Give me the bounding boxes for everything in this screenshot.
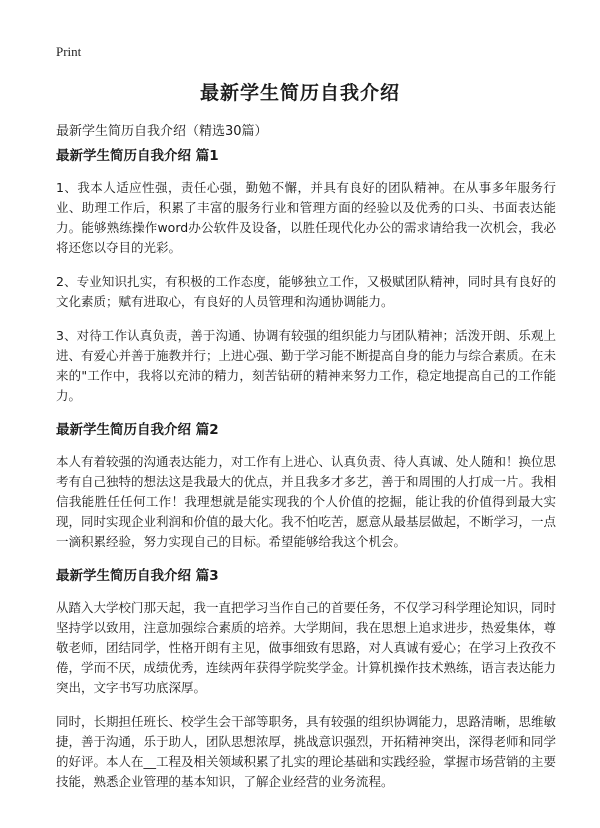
paragraph: 1、我本人适应性强，责任心强，勤勉不懈，并具有良好的团队精神。在从事多年服务行业、助理工作后，积累了丰富的服务行业和管理方面的经验以及优秀的口头、书面表达能力。能够熟练操作word办公软件及设备，以胜任现代化办公的需求请给我一次机会，我必将还您以夺目的光彩。 <box>56 180 556 255</box>
print-link[interactable]: Print <box>56 44 82 59</box>
section-heading: 最新学生简历自我介绍 篇3 <box>56 568 219 584</box>
paragraph: 同时，长期担任班长、校学生会干部等职务，具有较强的组织协调能力，思路清晰，思维敏捷，善于沟通，乐于助人，团队思想浓厚，挑战意识强烈，开拓精神突出，深得老师和同学的好评。本人在__工程及相关领域积累了扎实的理论基础和实践经验，掌握市场营销的主要技能，熟悉企业管理的基本知识，了解企业经营的业务流程。 <box>56 714 557 789</box>
paragraph: 本人有着较强的沟通表达能力，对工作有上进心、认真负责、待人真诚、处人随和！换位思考有自己独特的想法这是我最大的优点，并且我多才多艺，善于和周围的人打成一片。我相信我能胜任任何工作！我理想就是能实现我的个人价值的挖掘，能让我的价值得到最大实现，同时实现企业利润和价值的最大化。我不怕吃苦，愿意从最基层做起，不断学习，一点一滴积累经验，努力实现自己的目标。希望能够给我这个机会。 <box>56 454 557 549</box>
paragraph: 3、对待工作认真负责，善于沟通、协调有较强的组织能力与团队精神；活泼开朗、乐观上进、有爱心并善于施教并行；上进心强、勤于学习能不断提高自身的能力与综合素质。在未来的"工作中，我将以充沛的精力，刻苦钻研的精神来努力工作，稳定地提高自己的工作能力。 <box>56 328 557 403</box>
section-3 <box>56 566 556 792</box>
paragraph: 从踏入大学校门那天起，我一直把学习当作自己的首要任务，不仅学习科学理论知识，同时坚持学以致用，注意加强综合素质的培养。大学期间，我在思想上追求进步，热爱集体，尊敬老师，团结同学，性格开朗有主见，做事细致有思路，对人真诚有爱心；在学习上孜孜不倦，学而不厌，成绩优秀，连续两年获得学院奖学金。计算机操作技术熟练，语言表达能力突出，文字书写功底深厚。 <box>56 600 557 695</box>
section-heading: 最新学生简历自我介绍 篇2 <box>56 422 219 438</box>
document-body <box>56 146 556 806</box>
section-heading: 最新学生简历自我介绍 篇1 <box>56 148 219 164</box>
paragraph: 2、专业知识扎实，有积极的工作态度，能够独立工作，又极赋团队精神，同时具有良好的文化素质；赋有进取心，有良好的人员管理和沟通协调能力。 <box>56 274 556 309</box>
section-2 <box>56 420 556 552</box>
page-subtitle: 最新学生简历自我介绍（精选30篇） <box>56 124 268 139</box>
section-1 <box>56 146 556 406</box>
page-title: 最新学生简历自我介绍 <box>199 82 400 104</box>
